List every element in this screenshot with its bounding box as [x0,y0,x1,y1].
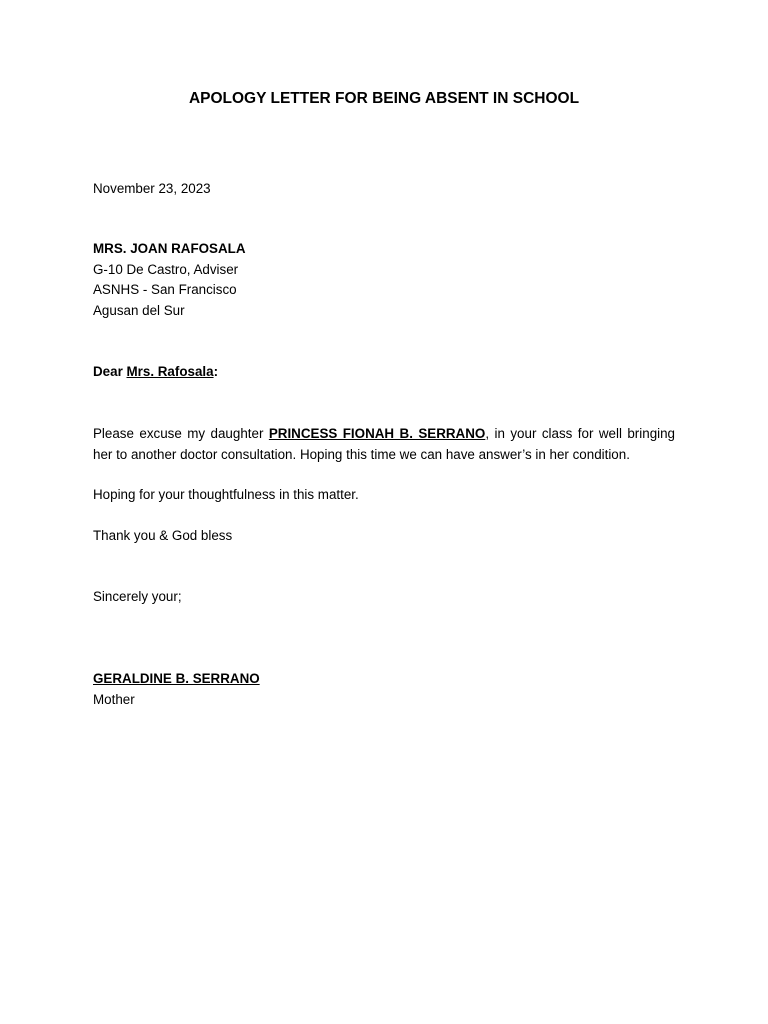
body-p3: Thank you & God bless [93,528,233,543]
body-p1-before: Please excuse my daughter [93,426,269,441]
signature-block [93,669,675,710]
body-p2: Hoping for your thoughtfulness in this matter. [93,487,359,502]
body-p1-after: , in your class for well bringing her to another doctor consultation. Hoping this time we can have answer’s in her condition. [93,426,676,462]
salutation-prefix: Dear [93,364,127,379]
recipient-address [93,239,675,321]
letter-date-block [93,179,675,200]
letter-date: November 23, 2023 [93,181,211,196]
recipient-name: MRS. JOAN RAFOSALA [93,241,246,256]
salutation-suffix: : [213,364,219,379]
body-paragraph-2 [93,485,675,506]
recipient-line-2: ASNHS - San Francisco [93,282,237,297]
body-paragraph-3 [93,526,675,547]
signature-name: GERALDINE B. SERRANO [93,671,260,686]
signature-role: Mother [93,691,135,707]
salutation-line [93,362,675,383]
recipient-line-3: Agusan del Sur [93,302,185,318]
closing-text: Sincerely your; [93,589,182,604]
salutation [93,362,675,383]
closing [93,587,675,608]
daughter-name: PRINCESS FIONAH B. SERRANO [268,426,486,441]
recipient-line-1: G-10 De Castro, Adviser [93,261,239,277]
body-paragraph-1 [93,424,675,465]
salutation-name: Mrs. Rafosala [126,364,214,379]
letter-title: APOLOGY LETTER FOR BEING ABSENT IN SCHOOL [188,90,580,107]
